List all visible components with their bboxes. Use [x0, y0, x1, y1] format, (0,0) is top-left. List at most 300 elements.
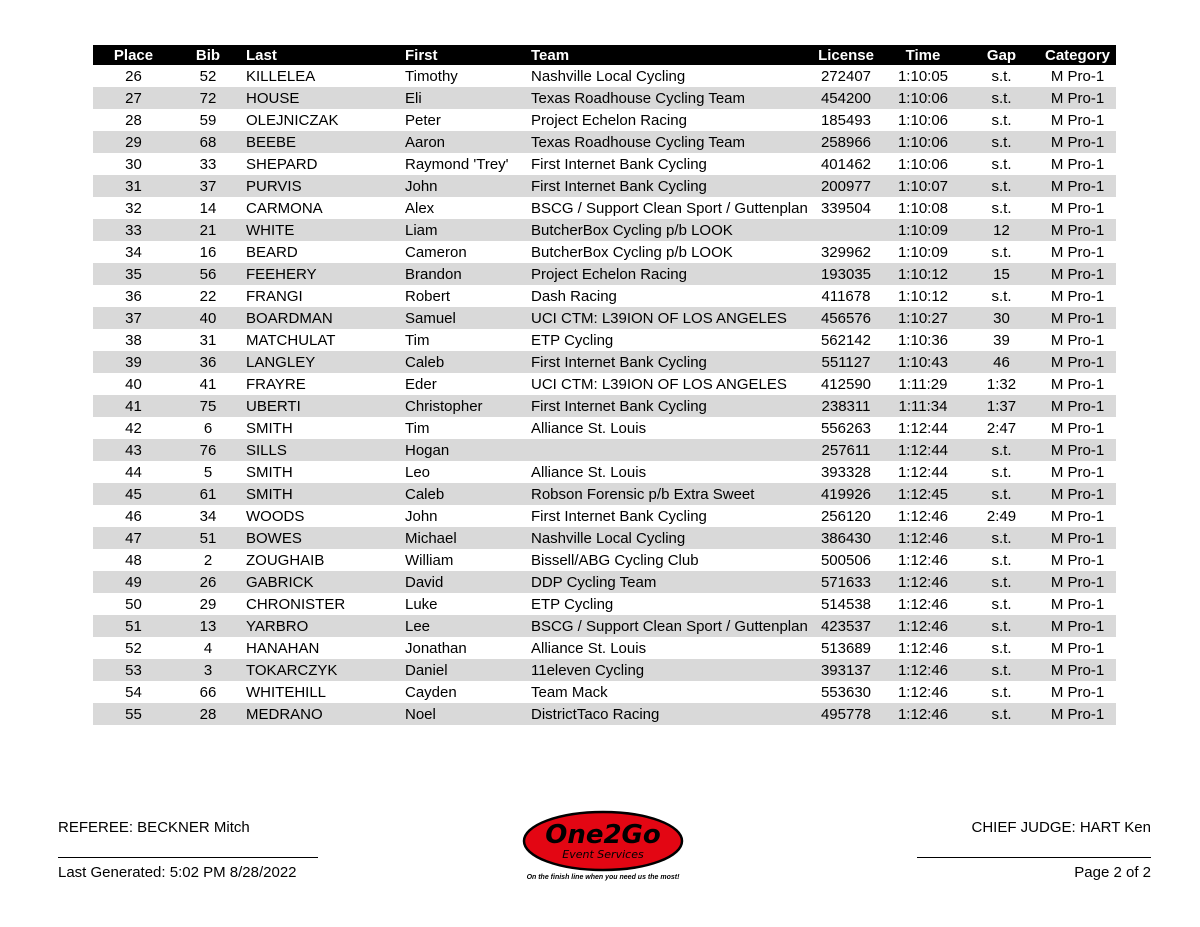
cell-license: 257611: [810, 439, 882, 461]
cell-last: WHITEHILL: [246, 683, 327, 701]
cell-license: 200977: [810, 175, 882, 197]
cell-category: M Pro-1: [1039, 703, 1116, 725]
cell-time: 1:10:12: [897, 287, 949, 305]
cell-bib: 29: [199, 595, 217, 613]
cell-gap: s.t.: [964, 703, 1039, 725]
cell-license: 514538: [820, 595, 872, 613]
cell-bib: 5: [203, 463, 213, 481]
referee-signature-line: [58, 857, 318, 858]
cell-team: Team Mack: [531, 683, 608, 701]
cell-gap: s.t.: [991, 639, 1012, 657]
cell-bib: 34: [199, 507, 217, 525]
cell-category: M Pro-1: [1050, 243, 1105, 261]
cell-license: 562142: [820, 331, 872, 349]
cell-category: M Pro-1: [1050, 155, 1105, 173]
cell-first: Robert: [405, 287, 451, 305]
table-row: [93, 241, 1116, 263]
cell-last: BEEBE: [242, 131, 401, 153]
cell-first: Raymond 'Trey': [405, 155, 509, 173]
cell-time: 1:11:34: [882, 395, 964, 417]
cell-first: Leo: [405, 463, 431, 481]
cell-license: 256120: [820, 507, 872, 525]
cell-last: YARBRO: [242, 615, 401, 637]
last-generated: Last Generated: 5:02 PM 8/28/2022: [58, 864, 297, 881]
cell-place: 44: [125, 463, 142, 481]
cell-team: ETP Cycling: [531, 595, 614, 613]
cell-time: 1:12:46: [882, 703, 964, 725]
cell-bib: 4: [203, 639, 213, 657]
cell-category: M Pro-1: [1039, 527, 1116, 549]
cell-gap: s.t.: [991, 155, 1012, 173]
cell-license: 423537: [810, 615, 882, 637]
header-category: Category: [1039, 45, 1116, 65]
table-header-row: [93, 45, 1116, 65]
cell-license: 393137: [810, 659, 882, 681]
logo-tagline: On the finish line when you need us the most!: [526, 874, 680, 881]
cell-bib: 51: [174, 527, 242, 549]
cell-gap: 30: [964, 307, 1039, 329]
header-time: Time: [882, 45, 964, 65]
cell-license: 500506: [820, 551, 872, 569]
cell-team: Nashville Local Cycling: [531, 67, 686, 85]
cell-category: M Pro-1: [1039, 175, 1116, 197]
cell-team: Texas Roadhouse Cycling Team: [527, 87, 810, 109]
cell-first: Peter: [405, 111, 441, 129]
cell-gap: s.t.: [964, 175, 1039, 197]
table-row: [93, 505, 1116, 527]
cell-license: 551127: [810, 351, 882, 373]
cell-place: 46: [125, 507, 142, 525]
cell-license: 258966: [810, 131, 882, 153]
cell-last: PURVIS: [242, 175, 401, 197]
cell-license: 556263: [820, 419, 872, 437]
cell-last: SMITH: [246, 419, 293, 437]
cell-category: M Pro-1: [1039, 659, 1116, 681]
cell-first: Cameron: [405, 243, 467, 261]
cell-first: Caleb: [401, 351, 527, 373]
header-last: Last: [242, 45, 401, 65]
cell-gap: 15: [964, 263, 1039, 285]
cell-bib: 72: [174, 87, 242, 109]
cell-license: 238311: [810, 395, 882, 417]
cell-team: ButcherBox Cycling p/b LOOK: [531, 243, 733, 261]
cell-place: 52: [125, 639, 142, 657]
cell-gap: 1:37: [964, 395, 1039, 417]
cell-first: Liam: [401, 219, 527, 241]
cell-last: MATCHULAT: [246, 331, 336, 349]
cell-license: 185493: [820, 111, 872, 129]
cell-category: M Pro-1: [1039, 131, 1116, 153]
cell-gap: s.t.: [964, 571, 1039, 593]
cell-bib: 22: [199, 287, 217, 305]
cell-place: 28: [125, 111, 142, 129]
cell-team: Bissell/ABG Cycling Club: [531, 551, 699, 569]
cell-bib: 76: [174, 439, 242, 461]
table-row: [93, 593, 1116, 615]
cell-time: 1:10:06: [882, 87, 964, 109]
cell-first: Eli: [401, 87, 527, 109]
chief-judge-label: CHIEF JUDGE: HART Ken: [971, 819, 1151, 836]
cell-team: DistrictTaco Racing: [527, 703, 810, 725]
table-row: [93, 351, 1116, 373]
cell-gap: 1:32: [986, 375, 1017, 393]
cell-team: 11eleven Cycling: [527, 659, 810, 681]
cell-time: 1:12:46: [882, 527, 964, 549]
cell-first: Christopher: [401, 395, 527, 417]
cell-team: DDP Cycling Team: [527, 571, 810, 593]
cell-license: 513689: [820, 639, 872, 657]
cell-team: Alliance St. Louis: [531, 639, 647, 657]
cell-time: 1:12:44: [897, 463, 949, 481]
cell-first: David: [401, 571, 527, 593]
header-place: Place: [93, 45, 174, 65]
cell-gap: s.t.: [964, 659, 1039, 681]
cell-gap: s.t.: [964, 131, 1039, 153]
cell-bib: 13: [174, 615, 242, 637]
table-row: [93, 197, 1116, 219]
cell-last: FEEHERY: [242, 263, 401, 285]
cell-license: 272407: [820, 67, 872, 85]
cell-category: M Pro-1: [1039, 615, 1116, 637]
cell-category: M Pro-1: [1039, 351, 1116, 373]
cell-gap: 39: [993, 331, 1010, 349]
cell-team: BSCG / Support Clean Sport / Guttenplan: [531, 199, 808, 217]
cell-place: 26: [125, 67, 142, 85]
cell-bib: 40: [174, 307, 242, 329]
cell-last: WHITE: [242, 219, 401, 241]
cell-first: Cayden: [405, 683, 457, 701]
cell-gap: s.t.: [991, 243, 1012, 261]
cell-place: 42: [125, 419, 142, 437]
cell-team: Texas Roadhouse Cycling Team: [527, 131, 810, 153]
cell-place: 49: [93, 571, 174, 593]
cell-team: ButcherBox Cycling p/b LOOK: [527, 219, 810, 241]
table-row: [93, 527, 1116, 549]
cell-category: M Pro-1: [1050, 595, 1105, 613]
table-row: [93, 307, 1116, 329]
cell-team: [527, 439, 810, 461]
cell-bib: 37: [174, 175, 242, 197]
cell-bib: 2: [203, 551, 213, 569]
cell-place: 35: [93, 263, 174, 285]
cell-team: First Internet Bank Cycling: [527, 395, 810, 417]
cell-first: Michael: [401, 527, 527, 549]
cell-gap: s.t.: [991, 199, 1012, 217]
cell-first: John: [405, 507, 438, 525]
cell-category: M Pro-1: [1039, 483, 1116, 505]
cell-time: 1:12:44: [882, 439, 964, 461]
cell-last: BOWES: [242, 527, 401, 549]
header-team: Team: [527, 45, 810, 65]
cell-gap: s.t.: [964, 615, 1039, 637]
cell-place: 38: [125, 331, 142, 349]
cell-team: UCI CTM: L39ION OF LOS ANGELES: [527, 307, 810, 329]
cell-first: Noel: [401, 703, 527, 725]
cell-first: Lee: [401, 615, 527, 637]
cell-place: 34: [125, 243, 142, 261]
cell-first: Luke: [405, 595, 438, 613]
table-row: [93, 483, 1116, 505]
cell-category: M Pro-1: [1039, 263, 1116, 285]
cell-time: 1:10:09: [897, 243, 949, 261]
cell-time: 1:12:44: [897, 419, 949, 437]
cell-last: ZOUGHAIB: [246, 551, 325, 569]
cell-first: William: [405, 551, 454, 569]
cell-last: OLEJNICZAK: [246, 111, 339, 129]
cell-gap: s.t.: [991, 287, 1012, 305]
cell-team: First Internet Bank Cycling: [531, 507, 707, 525]
cell-category: M Pro-1: [1050, 287, 1105, 305]
cell-license: 386430: [810, 527, 882, 549]
cell-license: 339504: [820, 199, 872, 217]
cell-place: 41: [93, 395, 174, 417]
cell-gap: s.t.: [964, 87, 1039, 109]
table-row: [93, 703, 1116, 725]
cell-bib: 68: [174, 131, 242, 153]
cell-place: 36: [125, 287, 142, 305]
table-row: [93, 549, 1116, 571]
cell-bib: 21: [174, 219, 242, 241]
cell-category: M Pro-1: [1039, 571, 1116, 593]
cell-place: 40: [125, 375, 142, 393]
table-row: [93, 461, 1116, 483]
cell-first: Alex: [405, 199, 435, 217]
cell-place: 39: [93, 351, 174, 373]
cell-bib: 26: [174, 571, 242, 593]
cell-time: 1:10:06: [897, 155, 949, 173]
cell-gap: 46: [964, 351, 1039, 373]
cell-category: M Pro-1: [1050, 331, 1105, 349]
cell-place: 55: [93, 703, 174, 725]
table-row: [93, 285, 1116, 307]
cell-license: 393328: [820, 463, 872, 481]
cell-place: 45: [93, 483, 174, 505]
cell-first: Daniel: [401, 659, 527, 681]
cell-gap: s.t.: [991, 67, 1012, 85]
cell-license: 411678: [821, 287, 871, 305]
cell-place: 53: [93, 659, 174, 681]
cell-place: 50: [125, 595, 142, 613]
table-row: [93, 219, 1116, 241]
cell-category: M Pro-1: [1050, 67, 1105, 85]
cell-category: M Pro-1: [1039, 307, 1116, 329]
cell-bib: 16: [199, 243, 217, 261]
cell-license: 401462: [820, 155, 872, 173]
cell-place: 33: [93, 219, 174, 241]
cell-gap: s.t.: [964, 439, 1039, 461]
cell-first: Samuel: [401, 307, 527, 329]
page-number: Page 2 of 2: [1074, 864, 1151, 881]
header-gap: Gap: [964, 45, 1039, 65]
cell-category: M Pro-1: [1050, 507, 1105, 525]
cell-time: 1:12:46: [882, 571, 964, 593]
cell-bib: 52: [199, 67, 217, 85]
table-row: [93, 439, 1116, 461]
cell-category: M Pro-1: [1050, 463, 1105, 481]
cell-time: 1:12:46: [897, 551, 949, 569]
cell-time: 1:12:46: [897, 639, 949, 657]
table-row: [93, 329, 1116, 351]
cell-license: 456576: [810, 307, 882, 329]
cell-category: M Pro-1: [1039, 395, 1116, 417]
cell-place: 32: [125, 199, 142, 217]
cell-first: Hogan: [401, 439, 527, 461]
cell-license: 553630: [820, 683, 872, 701]
cell-last: LANGLEY: [242, 351, 401, 373]
cell-category: M Pro-1: [1050, 375, 1105, 393]
cell-time: 1:10:12: [882, 263, 964, 285]
cell-team: Project Echelon Racing: [531, 111, 687, 129]
cell-first: Tim: [405, 331, 430, 349]
table-row: [93, 659, 1116, 681]
cell-license: 419926: [810, 483, 882, 505]
chief-judge-signature-line: [917, 857, 1151, 858]
cell-gap: 12: [964, 219, 1039, 241]
cell-license: 495778: [810, 703, 882, 725]
cell-bib: 28: [174, 703, 242, 725]
table-row: [93, 87, 1116, 109]
cell-gap: s.t.: [991, 683, 1012, 701]
results-table: [93, 45, 1116, 725]
cell-category: M Pro-1: [1050, 683, 1105, 701]
cell-gap: s.t.: [991, 595, 1012, 613]
table-row: [93, 615, 1116, 637]
table-row: [93, 395, 1116, 417]
cell-team: Alliance St. Louis: [531, 463, 647, 481]
table-row: [93, 417, 1116, 439]
cell-time: 1:12:46: [897, 683, 949, 701]
cell-time: 1:10:43: [882, 351, 964, 373]
cell-time: 1:10:27: [882, 307, 964, 329]
cell-bib: 41: [199, 375, 217, 393]
cell-license: 571633: [810, 571, 882, 593]
cell-time: 1:12:46: [897, 595, 949, 613]
cell-first: Timothy: [405, 67, 458, 85]
cell-team: BSCG / Support Clean Sport / Guttenplan: [527, 615, 810, 637]
table-row: [93, 637, 1116, 659]
cell-team: Project Echelon Racing: [527, 263, 810, 285]
cell-time: 1:10:06: [897, 111, 949, 129]
header-license: License: [810, 45, 882, 65]
cell-time: 1:12:46: [897, 507, 949, 525]
cell-gap: s.t.: [991, 551, 1012, 569]
cell-team: ETP Cycling: [531, 331, 614, 349]
cell-license: [810, 219, 882, 241]
cell-time: 1:10:06: [882, 131, 964, 153]
cell-time: 1:12:46: [882, 615, 964, 637]
cell-team: Nashville Local Cycling: [527, 527, 810, 549]
cell-time: 1:11:29: [898, 375, 948, 393]
table-row: [93, 175, 1116, 197]
cell-category: M Pro-1: [1050, 199, 1105, 217]
cell-first: Jonathan: [405, 639, 467, 657]
cell-place: 43: [93, 439, 174, 461]
table-row: [93, 153, 1116, 175]
cell-team: First Internet Bank Cycling: [527, 351, 810, 373]
cell-bib: 3: [174, 659, 242, 681]
cell-first: John: [401, 175, 527, 197]
cell-gap: s.t.: [964, 527, 1039, 549]
cell-place: 51: [93, 615, 174, 637]
cell-bib: 33: [199, 155, 217, 173]
cell-place: 30: [125, 155, 142, 173]
cell-last: TOKARCZYK: [242, 659, 401, 681]
cell-bib: 31: [199, 331, 217, 349]
results-body: [93, 65, 1116, 725]
cell-last: BEARD: [246, 243, 298, 261]
cell-last: BOARDMAN: [242, 307, 401, 329]
cell-time: 1:10:05: [897, 67, 949, 85]
table-row: [93, 571, 1116, 593]
one2go-logo: [522, 810, 684, 872]
cell-bib: 66: [199, 683, 217, 701]
cell-last: FRANGI: [246, 287, 303, 305]
cell-first: Brandon: [401, 263, 527, 285]
table-row: [93, 131, 1116, 153]
cell-time: 1:10:07: [882, 175, 964, 197]
table-row: [93, 681, 1116, 703]
cell-place: 29: [93, 131, 174, 153]
logo-subtitle: Event Services: [562, 848, 644, 861]
cell-team: Robson Forensic p/b Extra Sweet: [527, 483, 810, 505]
cell-team: Alliance St. Louis: [531, 419, 647, 437]
logo-brand: One2Go: [545, 820, 661, 850]
cell-category: M Pro-1: [1050, 551, 1105, 569]
cell-last: WOODS: [246, 507, 305, 525]
cell-gap: s.t.: [991, 463, 1012, 481]
cell-gap: s.t.: [991, 111, 1012, 129]
cell-bib: 6: [203, 419, 213, 437]
cell-place: 27: [93, 87, 174, 109]
cell-category: M Pro-1: [1050, 639, 1105, 657]
cell-bib: 36: [174, 351, 242, 373]
cell-time: 1:10:08: [897, 199, 949, 217]
cell-time: 1:10:36: [897, 331, 949, 349]
cell-license: 454200: [810, 87, 882, 109]
table-row: [93, 65, 1116, 87]
cell-time: 1:10:09: [882, 219, 964, 241]
cell-bib: 61: [174, 483, 242, 505]
table-row: [93, 373, 1116, 395]
cell-category: M Pro-1: [1039, 439, 1116, 461]
cell-gap: s.t.: [964, 483, 1039, 505]
cell-last: FRAYRE: [246, 375, 306, 393]
cell-last: SILLS: [242, 439, 401, 461]
cell-bib: 75: [174, 395, 242, 417]
cell-place: 54: [125, 683, 142, 701]
cell-license: 329962: [820, 243, 872, 261]
cell-last: CARMONA: [246, 199, 323, 217]
cell-time: 1:12:46: [882, 659, 964, 681]
referee-label: REFEREE: BECKNER Mitch: [58, 819, 250, 836]
cell-license: 193035: [810, 263, 882, 285]
cell-team: Dash Racing: [531, 287, 617, 305]
cell-last: SMITH: [246, 463, 293, 481]
cell-gap: 2:47: [986, 419, 1017, 437]
cell-category: M Pro-1: [1050, 111, 1105, 129]
cell-bib: 56: [174, 263, 242, 285]
cell-place: 37: [93, 307, 174, 329]
cell-first: Tim: [405, 419, 430, 437]
header-first: First: [401, 45, 527, 65]
cell-bib: 14: [199, 199, 217, 217]
cell-gap: 2:49: [986, 507, 1017, 525]
cell-category: M Pro-1: [1039, 87, 1116, 109]
cell-category: M Pro-1: [1039, 219, 1116, 241]
cell-time: 1:12:45: [882, 483, 964, 505]
cell-category: M Pro-1: [1050, 419, 1105, 437]
cell-team: UCI CTM: L39ION OF LOS ANGELES: [531, 375, 787, 393]
